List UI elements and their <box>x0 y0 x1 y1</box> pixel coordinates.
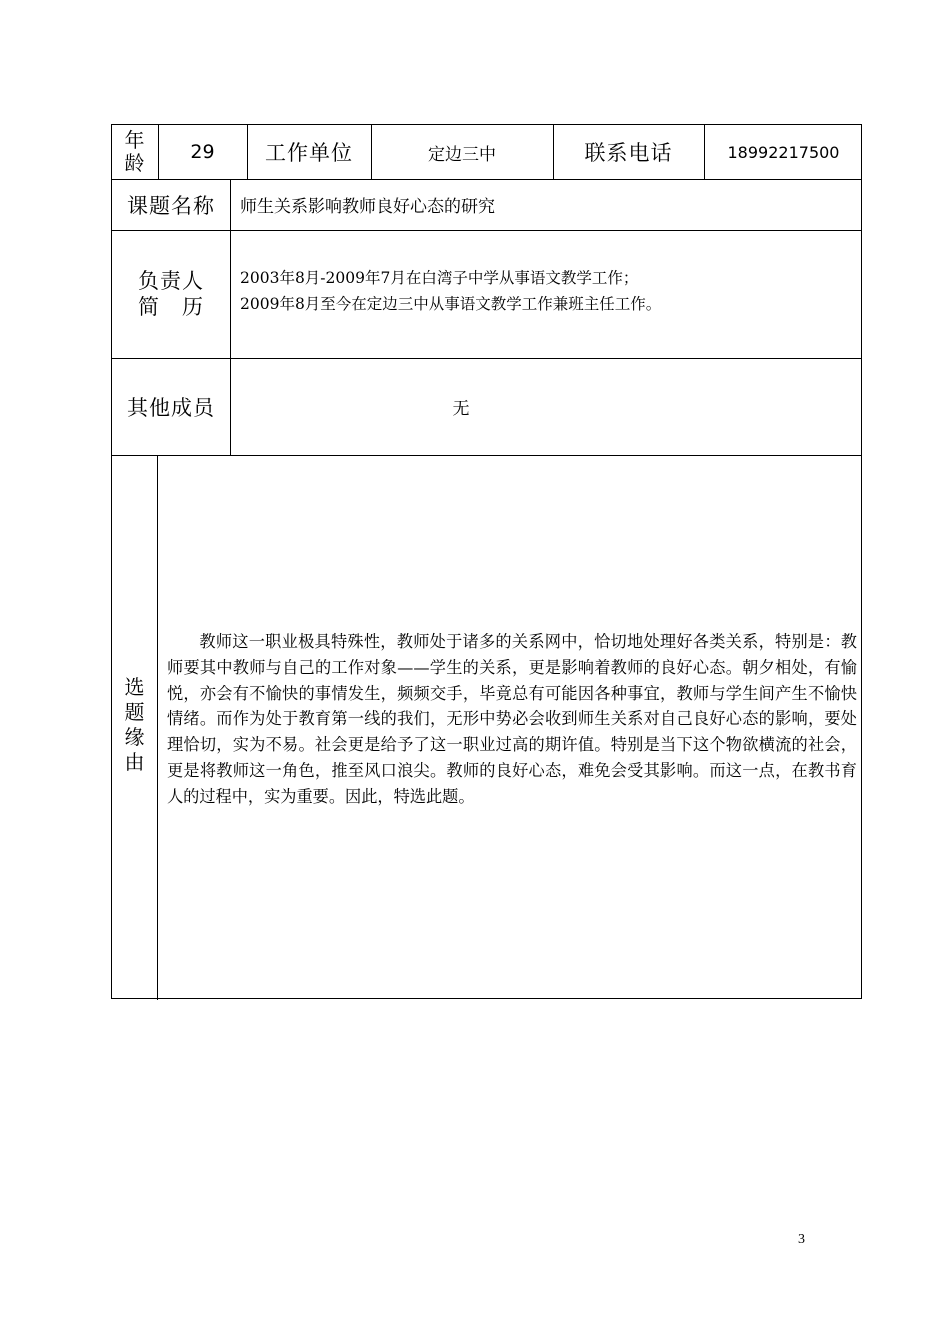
resume-text <box>240 265 661 317</box>
reason-label-char: 题 <box>124 700 145 724</box>
members-label: 其他成员 <box>127 395 215 420</box>
phone-value: 18992217500 <box>727 142 840 162</box>
age-value: 29 <box>190 141 215 163</box>
resume-line: 2003年8月-2009年7月在白湾子中学从事语文教学工作； <box>240 269 639 287</box>
row-divider <box>112 455 861 456</box>
reason-label-char: 选 <box>124 675 145 699</box>
page-number: 3 <box>798 1232 805 1247</box>
unit-value: 定边三中 <box>428 144 496 165</box>
topic-label: 课题名称 <box>127 193 215 218</box>
age-label-line2: 龄 <box>124 151 146 175</box>
reason-text: 教师这一职业极具特殊性，教师处于诸多的关系网中，恰切地处理好各类关系，特别是：教师要其中教师与自己的工作对象——学生的关系，更是影响着教师的良好心态。朝夕相处，有愉悦，亦会有不愉快的事情发生，频频交手，毕竟总有可能因各种事宜，教师与学生间产生不愉快情绪。而作为处于教育第一线的我们，无形中势必会收到师生关系对自己良好心态的影响，要处理恰切，实为不易。社会更是给予了这一职业过高的期许值。特别是当下这个物欲横流的社会，更是将教师这一角色，推至风口浪尖。教师的良好心态，难免会受其影响。而这一点，在教书育人的过程中，实为重要。因此，特选此题。 <box>167 632 857 806</box>
phone-label: 联系电话 <box>584 141 673 165</box>
age-label-line1: 年 <box>124 128 146 152</box>
resume-label-line2: 简 历 <box>138 295 204 319</box>
reason-label <box>112 675 157 775</box>
members-value: 无 <box>452 399 470 419</box>
resume-line: 2009年8月至今在定边三中从事语文教学工作兼班主任工作。 <box>240 295 662 313</box>
resume-label <box>112 230 230 358</box>
age-label <box>112 125 158 179</box>
resume-label-line1: 负责人 <box>138 269 204 293</box>
reason-label-char: 缘 <box>124 725 145 749</box>
unit-label: 工作单位 <box>265 141 353 165</box>
reason-label-char: 由 <box>124 750 145 774</box>
application-form-table <box>111 124 862 999</box>
topic-value: 师生关系影响教师良好心态的研究 <box>240 197 495 217</box>
col-divider <box>157 455 158 1000</box>
